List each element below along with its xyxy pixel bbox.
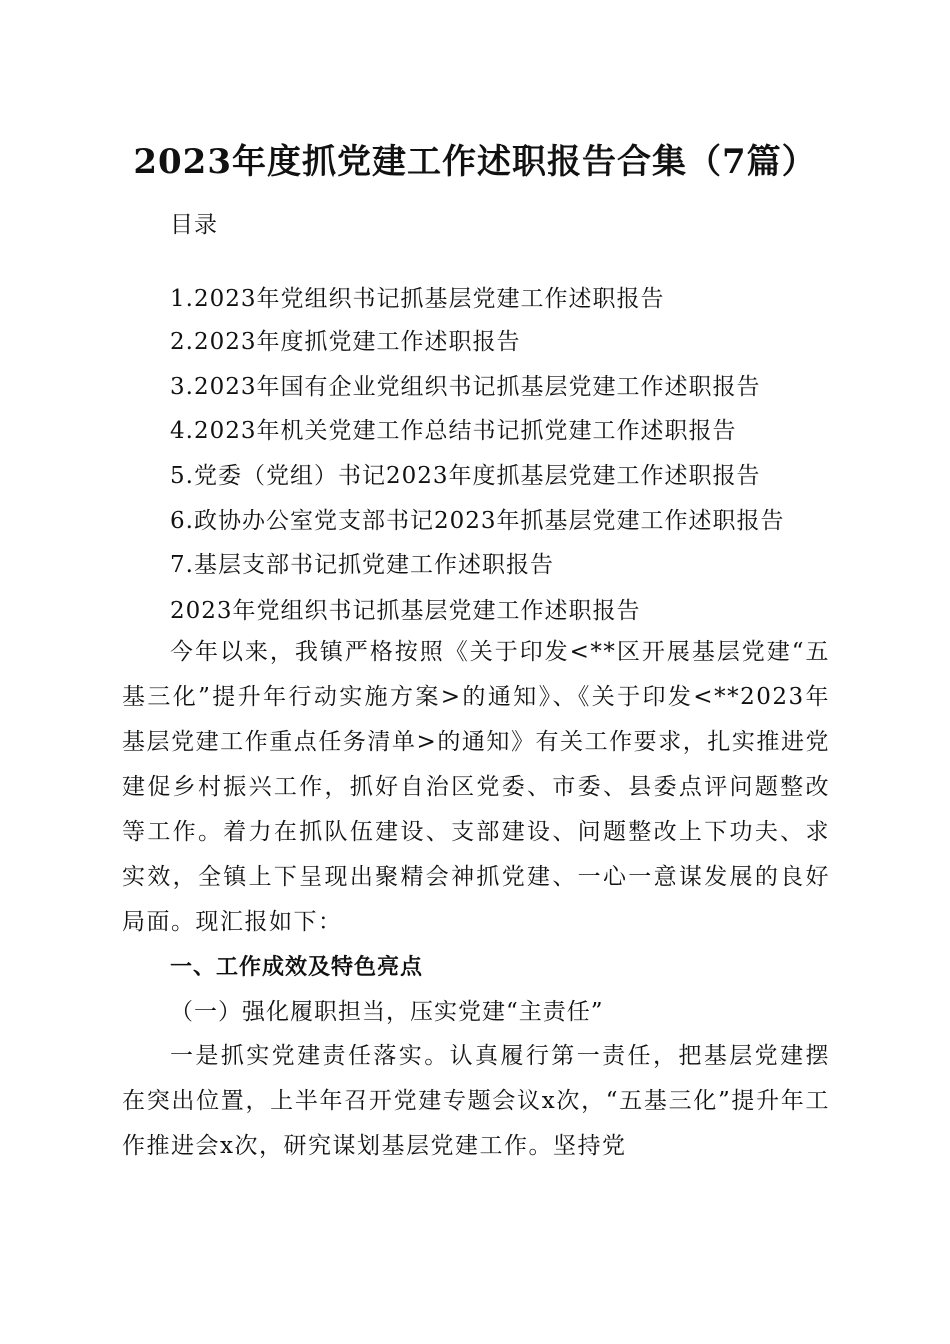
intro-paragraph: 今年以来，我镇严格按照《关于印发<**区开展基层党建“五基三化”提升年行动实施方案>的通知》、《关于印发<**2023年基层党建工作重点任务清单>的通知》有关工作要求，扎实推进党建促乡村振兴工作，抓好自治区党委、市委、县委点评问题整改等工作。着力在抓队伍建设、支部建设、问题整改上下功夫、求实效，全镇上下呈现出聚精会神抓党建、一心一意谋发展的良好局面。现汇报如下： xyxy=(122,639,830,935)
toc-item-5: 5.党委（党组）书记2023年度抓基层党建工作述职报告 xyxy=(170,463,761,489)
toc-item-6: 6.政协办公室党支部书记2023年抓基层党建工作述职报告 xyxy=(170,508,785,534)
section-title: 2023年党组织书记抓基层党建工作述职报告 xyxy=(170,598,641,624)
document-title: 2023年度抓党建工作述职报告合集（7篇） xyxy=(133,142,817,182)
toc-item-1: 1.2023年党组织书记抓基层党建工作述职报告 xyxy=(170,286,665,312)
toc-item-4: 4.2023年机关党建工作总结书记抓党建工作述职报告 xyxy=(170,418,737,444)
body-paragraph: 一是抓实党建责任落实。认真履行第一责任，把基层党建摆在突出位置，上半年召开党建专题会议x次，“五基三化”提升年工作推进会x次，研究谋划基层党建工作。坚持党 xyxy=(122,1043,830,1159)
toc-item-2: 2.2023年度抓党建工作述职报告 xyxy=(170,329,521,355)
heading-level-2: （一）强化履职担当，压实党建“主责任” xyxy=(170,999,604,1025)
toc-item-3: 3.2023年国有企业党组织书记抓基层党建工作述职报告 xyxy=(170,374,761,400)
toc-item-7: 7.基层支部书记抓党建工作述职报告 xyxy=(170,552,554,578)
heading-level-1: 一、工作成效及特色亮点 xyxy=(170,955,424,980)
toc-label: 目录 xyxy=(170,212,218,238)
